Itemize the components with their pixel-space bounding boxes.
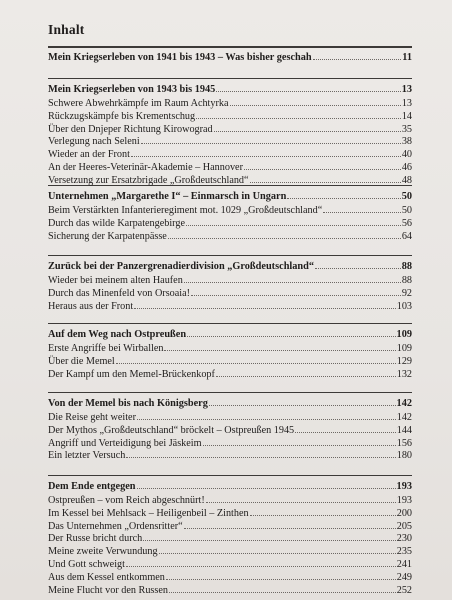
- entry-page: 252: [396, 584, 412, 596]
- leader-dots: [230, 96, 401, 106]
- leader-dots: [143, 531, 396, 541]
- entry-title: Wieder bei meinem alten Haufen: [48, 275, 183, 286]
- toc-entry: [48, 134, 412, 147]
- entry-title: Der Russe bricht durch: [48, 533, 143, 545]
- section-title: Dem Ende entgegen: [48, 481, 136, 492]
- toc-entry: [48, 570, 412, 583]
- leader-dots: [216, 82, 400, 92]
- leader-dots: [187, 327, 395, 337]
- entry-title: Heraus aus der Front: [48, 300, 134, 312]
- leader-dots: [137, 410, 396, 420]
- leader-dots: [214, 122, 401, 132]
- toc-entry: [48, 216, 412, 229]
- entry-title: Versetzung zur Ersatzbrigade „Großdeutschland“: [48, 174, 249, 186]
- entry-title: Über den Dnjeper Richtung Kirowograd: [48, 123, 213, 135]
- toc-entry: [48, 147, 412, 160]
- toc-entry: [48, 493, 412, 506]
- entry-page: 103: [396, 300, 412, 312]
- entry-title: Durch das wilde Karpatengebirge: [48, 217, 186, 229]
- leader-dots: [323, 203, 401, 213]
- leader-dots: [315, 259, 401, 269]
- toc-entry: [48, 506, 412, 519]
- entry-page: 88: [401, 275, 412, 286]
- entry-page: 14: [401, 110, 412, 122]
- leader-dots: [206, 493, 396, 503]
- entry-title: Durch das Minenfeld von Orsoaia!: [48, 287, 191, 299]
- toc-section: [48, 475, 412, 595]
- entry-page: 38: [401, 136, 412, 148]
- entry-page: 156: [396, 437, 412, 449]
- leader-dots: [141, 134, 401, 144]
- toc-entry: [48, 557, 412, 570]
- entry-page: 92: [401, 287, 412, 299]
- entry-title: Das Unternehmen „Ordensritter“: [48, 520, 183, 532]
- section-page: 109: [396, 329, 412, 340]
- section-page: 88: [401, 261, 412, 272]
- entry-title: Wieder an der Front: [48, 149, 130, 161]
- leader-dots: [203, 436, 396, 446]
- leader-dots: [126, 448, 395, 458]
- leader-dots: [216, 367, 396, 377]
- entry-page: 235: [396, 546, 412, 558]
- leader-dots: [250, 506, 396, 516]
- toc-entry: [48, 519, 412, 532]
- leader-dots: [169, 583, 396, 593]
- toc-entry: [48, 367, 412, 380]
- toc-entry: [48, 122, 412, 135]
- toc-section: [48, 392, 412, 475]
- entry-page: 50: [401, 205, 412, 216]
- entry-page: 249: [396, 571, 412, 583]
- toc-entry: [48, 286, 412, 299]
- entry-title: Beim Verstärkten Infanterieregiment mot. 1029 „Großdeutschland“: [48, 205, 323, 216]
- toc-section: [48, 323, 412, 392]
- section-title: Mein Kriegserleben von 1943 bis 1945: [48, 84, 216, 95]
- toc-entry: [48, 423, 412, 436]
- toc-entry: [48, 173, 412, 186]
- toc-entry: [48, 299, 412, 312]
- entry-title: Verlegung nach Seleni: [48, 136, 140, 148]
- entry-title: Meine zweite Verwundung: [48, 546, 158, 558]
- leader-dots: [184, 519, 396, 529]
- entry-page: 56: [401, 217, 412, 229]
- entry-title: Angriff und Verteidigung bei Jäskeim: [48, 437, 202, 449]
- toc-entry: [48, 109, 412, 122]
- toc-section: [48, 78, 412, 185]
- section-heading: [48, 189, 412, 203]
- toc-entry: [48, 273, 412, 286]
- section-title: Mein Kriegserleben von 1941 bis 1943 – Was bisher geschah: [48, 52, 312, 63]
- leader-dots: [116, 354, 396, 364]
- entry-page: 144: [396, 424, 412, 436]
- leader-dots: [184, 273, 401, 283]
- toc-entry: [48, 354, 412, 367]
- toc-entry: [48, 341, 412, 354]
- leader-dots: [250, 173, 401, 183]
- toc-entry: [48, 544, 412, 557]
- entry-page: 64: [401, 230, 412, 242]
- entry-page: 35: [401, 123, 412, 135]
- toc-entry: [48, 410, 412, 423]
- leader-dots: [159, 544, 396, 554]
- section-heading: [48, 396, 412, 410]
- entry-title: Aus dem Kessel entkommen: [48, 571, 165, 583]
- section-heading: [48, 82, 412, 96]
- entry-title: Schwere Abwehrkämpfe im Raum Achtyrka: [48, 98, 229, 109]
- leader-dots: [196, 109, 401, 119]
- entry-title: Ein letzter Versuch: [48, 450, 126, 462]
- section-title: Auf dem Weg nach Ostpreußen: [48, 329, 187, 340]
- entry-title: Rückzugskämpfe bis Krementschug: [48, 110, 196, 122]
- leader-dots: [313, 50, 402, 60]
- entry-page: 205: [396, 520, 412, 532]
- section-page: 11: [402, 52, 412, 63]
- section-page: 142: [396, 398, 412, 409]
- page-title: Inhalt: [48, 22, 85, 37]
- entry-title: Der Kampf um den Memel-Brückenkopf: [48, 368, 215, 380]
- entry-title: An der Heeres-Veterinär-Akademie – Hannover: [48, 161, 243, 173]
- entry-title: Der Mythos „Großdeutschland“ bröckelt – Ostpreußen 1945: [48, 424, 295, 436]
- entry-page: 193: [396, 495, 412, 506]
- toc-entry: [48, 229, 412, 242]
- entry-page: 180: [396, 450, 412, 462]
- entry-page: 129: [396, 355, 412, 367]
- toc-entry: [48, 531, 412, 544]
- entry-title: Im Kessel bei Mehlsack – Heiligenbeil – Zinthen: [48, 507, 249, 519]
- section-page: 50: [401, 191, 412, 202]
- section-title: Zurück bei der Panzergrenadierdivision „Großdeutschland“: [48, 261, 315, 272]
- section-page: 193: [396, 481, 412, 492]
- leader-dots: [134, 299, 396, 309]
- section-heading: [48, 327, 412, 341]
- entry-title: Die Reise geht weiter: [48, 412, 136, 423]
- entry-page: 142: [396, 412, 412, 423]
- entry-title: Sicherung der Karpatenpässe: [48, 230, 167, 242]
- leader-dots: [287, 189, 400, 199]
- leader-dots: [209, 396, 396, 406]
- leader-dots: [295, 423, 396, 433]
- section-heading: [48, 50, 412, 64]
- entry-page: 46: [401, 161, 412, 173]
- entry-page: 13: [401, 98, 412, 109]
- leader-dots: [168, 229, 401, 239]
- leader-dots: [186, 216, 401, 226]
- table-of-contents: [48, 46, 412, 595]
- section-title: Unternehmen „Margarethe I“ – Einmarsch in Ungarn: [48, 191, 287, 202]
- leader-dots: [166, 570, 396, 580]
- section-heading: [48, 479, 412, 493]
- leader-dots: [131, 147, 401, 157]
- toc-section: [48, 185, 412, 255]
- leader-dots: [164, 341, 395, 351]
- toc-entry: [48, 436, 412, 449]
- entry-title: Über die Memel: [48, 355, 115, 367]
- entry-page: 241: [396, 558, 412, 570]
- section-page: 13: [401, 84, 412, 95]
- entry-title: Erste Angriffe bei Wirballen: [48, 343, 164, 354]
- toc-entry: [48, 448, 412, 461]
- entry-title: Ostpreußen – vom Reich abgeschnürt!: [48, 495, 205, 506]
- toc-section: [48, 46, 412, 78]
- leader-dots: [137, 479, 396, 489]
- toc-entry: [48, 160, 412, 173]
- toc-entry: [48, 96, 412, 109]
- entry-title: Meine Flucht vor den Russen: [48, 584, 168, 596]
- section-heading: [48, 259, 412, 273]
- toc-section: [48, 255, 412, 323]
- entry-page: 109: [396, 343, 412, 354]
- toc-entry: [48, 203, 412, 216]
- section-title: Von der Memel bis nach Königsberg: [48, 398, 208, 409]
- toc-entry: [48, 583, 412, 596]
- entry-page: 48: [401, 174, 412, 186]
- entry-page: 132: [396, 368, 412, 380]
- entry-page: 230: [396, 533, 412, 545]
- leader-dots: [244, 160, 401, 170]
- entry-title: Und Gott schweigt: [48, 558, 125, 570]
- entry-page: 200: [396, 507, 412, 519]
- leader-dots: [191, 286, 401, 296]
- leader-dots: [126, 557, 396, 567]
- entry-page: 40: [401, 149, 412, 161]
